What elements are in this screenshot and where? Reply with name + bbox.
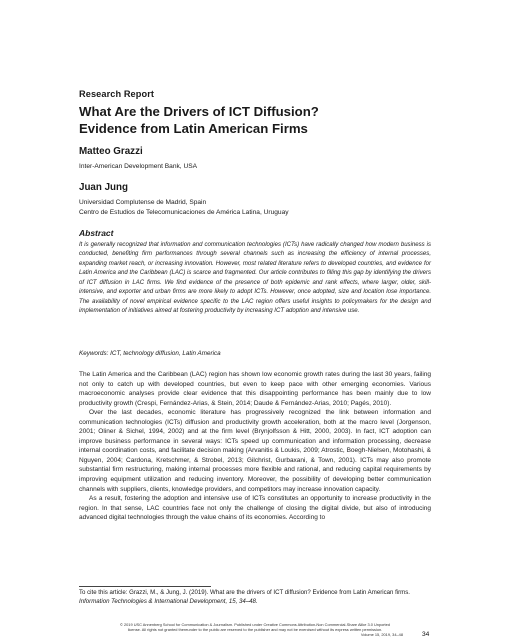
body-paragraph: As a result, fostering the adoption and intensive use of ICTs constitutes an opportunity to increase productivity in the region. In that sense, LAC countries face not only the challenge of closing the digital divide, but also of introducing advanced digital technologies through the value chains of its economies. According to bbox=[79, 495, 431, 522]
body-paragraph: Over the last decades, economic literature has progressively recognized the link between information and communication technologies (ICTs) diffusion and productivity growth acceleration, both at the macro level (Jorgenson, 2001; Oliner & Sichel, 1994, 2002) and at the firm level (Brynjolfsson & Hitt, 2000, 2003). In fact, ICT adoption can improve business performance in several ways: ICTs speed up communication and information processing, decrease internal coordination costs, and facilitate decision making (Arvanitis & Loukis, 2009; Atrostic, Boegh-Nielsen, Motohashi, & Nguyen, 2004; Cardona, Kretschmer, & Strobel, 2013; Gilchrist, Gurbaxani, & Town, 2001). ICTs may also promote substantial firm restructuring, making internal processes more flexible and rational, and reducing capital requirements by improving equipment utilization and reducing inventory. Moreover, the possibility of developing better communication channels with suppliers, clients, knowledge providers, and competitors may increase innovation capacity. bbox=[79, 409, 431, 493]
title-line-2: Evidence from Latin American Firms bbox=[79, 121, 308, 136]
abstract-text: It is generally recognized that information and communication technologies (ICTs) have radically changed how modern business is conducted, benefiting firm performances through several channels such as increasing the efficiency of internal processes, expanding market reach, or increasing innovation. However, most related literature refers to developed countries, and evidence for Latin America and the Caribbean (LAC) is scarce and fragmented. Our article contributes to filling this gap by identifying the drivers of ICT diffusion in LAC firms. We find evidence of the presence of both epidemic and rank effects, where larger, older, skill-intensive, and exporter and urban firms are more likely to adopt ICTs. However, once adopted, size and location lose importance. The availability of novel empirical evidence specific to the LAC region offers useful insights to policymakers for the design and implementation of initiatives aimed at fostering productivity by increasing ICT adoption and intensive use. bbox=[79, 242, 431, 315]
author-affiliation: Inter-American Development Bank, USA bbox=[79, 163, 198, 170]
author-name: Matteo Grazzi bbox=[79, 146, 143, 157]
title-line-1: What Are the Drivers of ICT Diffusion? bbox=[79, 104, 319, 119]
page-number: 34 bbox=[422, 631, 430, 638]
author-name: Juan Jung bbox=[79, 182, 128, 193]
abstract-heading: Abstract bbox=[79, 228, 114, 238]
citation-line: To cite this article: Grazzi, M., & Jung, J. (2019). What are the drivers of ICT diffusion? Evidence from Latin American firms. bbox=[79, 589, 410, 596]
keywords: Keywords: ICT, technology diffusion, Latin America bbox=[79, 350, 221, 357]
body-text bbox=[79, 370, 431, 523]
affiliation-line: Centro de Estudios de Telecomunicaciones de América Latina, Uruguay bbox=[79, 209, 289, 216]
footer-line: license. All rights not granted thereunder to the public are reserved to the publisher and may not be exercised without its express written permission. bbox=[127, 627, 383, 633]
footer-line: © 2019 USC Annenberg School for Communication & Journalism. Published under Creative Commons Attribution-Non Commercial-Share Alike 3.0 Unported bbox=[120, 622, 390, 627]
footnote-divider bbox=[79, 586, 211, 587]
article-title bbox=[79, 103, 449, 137]
citation-note bbox=[79, 589, 439, 606]
affiliation-line: Universidad Complutense de Madrid, Spain bbox=[79, 199, 207, 206]
copyright-footer bbox=[79, 622, 431, 638]
citation-line: Information Technologies & International Development, 15, 34–48. bbox=[79, 597, 258, 605]
body-paragraph: The Latin America and the Caribbean (LAC) region has shown low economic growth rates during the last 30 years, failing not only to catch up with developed countries, but even to keep pace with other emerging economies. Various macroeconomic analyses provide clear evidence that this disappointing performance has been mainly due to low productivity growth (Crespi, Fernández-Arias, & Stein, 2014; Daude & Fernández-Arias, 2010; Pagés, 2010). bbox=[79, 371, 431, 407]
section-label: Research Report bbox=[79, 89, 155, 99]
author-affiliation bbox=[79, 198, 289, 218]
footer-line: Volume 15, 2019, 34–48 bbox=[360, 632, 403, 638]
